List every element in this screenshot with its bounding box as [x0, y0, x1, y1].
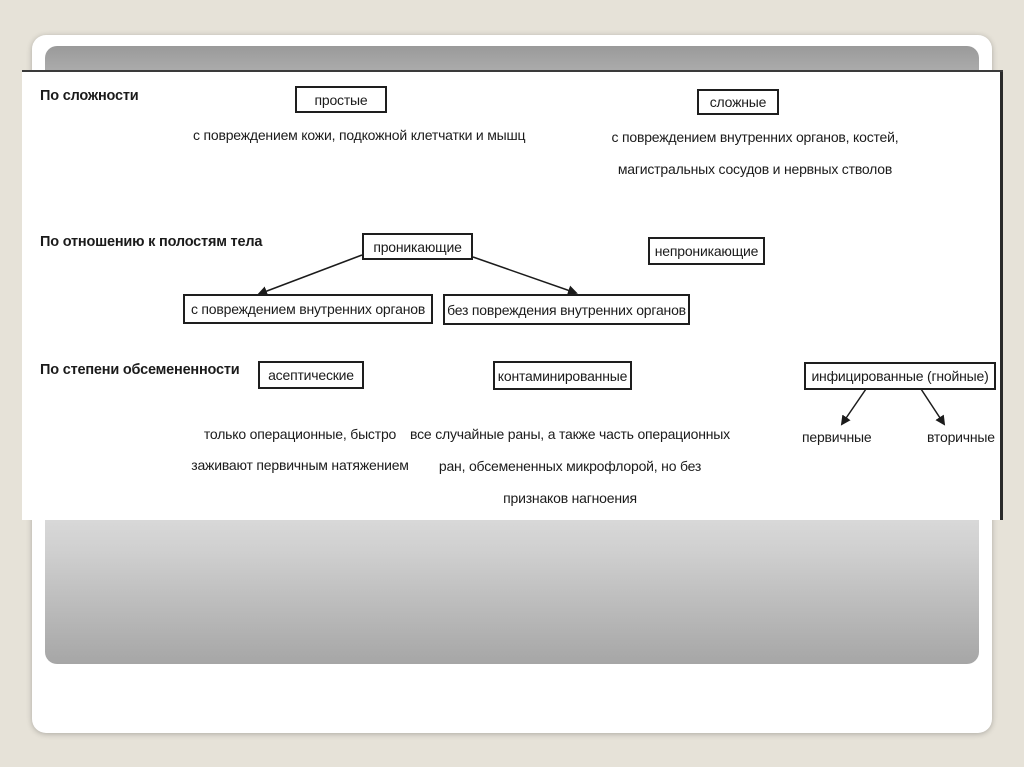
- node-infected: инфицированные (гнойные): [804, 362, 996, 390]
- node-penetrating: проникающие: [362, 233, 473, 260]
- node-contaminated: контаминированные: [493, 361, 632, 390]
- desc-aseptic-line-1: только операционные, быстро: [203, 426, 397, 442]
- diagram-top-border: [22, 70, 1003, 72]
- desc-contaminated-line-2: ран, обсемененных микрофлорой, но без: [438, 458, 702, 474]
- desc-simple: с повреждением кожи, подкожной клетчатки и мышц: [193, 127, 526, 143]
- node-complex: сложные: [697, 89, 779, 115]
- node-simple: простые: [295, 86, 387, 113]
- node-with-organ-damage: с повреждением внутренних органов: [183, 294, 433, 324]
- desc-aseptic-line-2: заживают первичным натяжением: [191, 457, 409, 473]
- node-primary: первичные: [802, 429, 872, 445]
- row-label-cavity: По отношению к полостям тела: [40, 234, 263, 250]
- row-label-contamination: По степени обсемененности: [40, 362, 240, 378]
- desc-contaminated-line-3: признаков нагноения: [503, 490, 637, 506]
- node-non-penetrating: непроникающие: [648, 237, 765, 265]
- row-label-complexity: По сложности: [40, 88, 139, 104]
- desc-contaminated-line-1: все случайные раны, а также часть операционных: [410, 426, 730, 442]
- node-secondary: вторичные: [927, 429, 995, 445]
- desc-complex-line-1: с повреждением внутренних органов, костей,: [611, 129, 899, 145]
- node-without-organ-damage: без повреждения внутренних органов: [443, 294, 690, 325]
- desc-complex-line-2: магистральных сосудов и нервных стволов: [617, 161, 893, 177]
- node-aseptic: асептические: [258, 361, 364, 389]
